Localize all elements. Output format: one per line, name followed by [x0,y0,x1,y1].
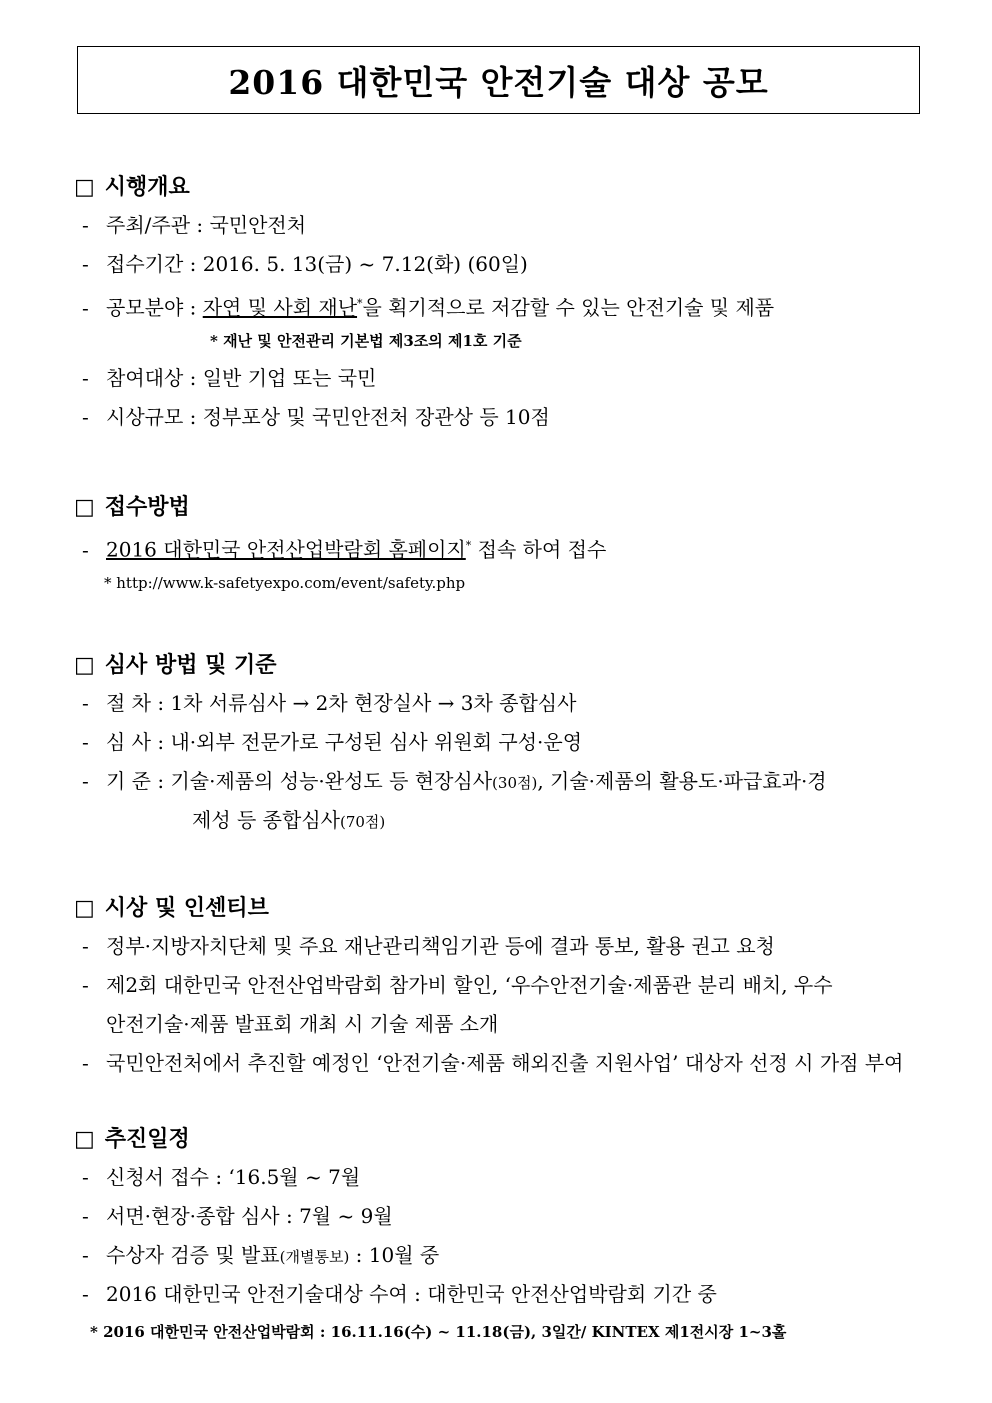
list-item: - 수상자 검증 및 발표(개별통보) : 10월 중 [82,1243,440,1267]
list-item: - 공모분야 : 자연 및 사회 재난*을 획기적으로 저감할 수 있는 안전기술 및 제품 [82,295,775,320]
list-item-continuation: 안전기술·제품 발표회 개최 시 기술 제품 소개 [106,1012,499,1036]
section-heading: □ 시행개요 [74,174,190,200]
list-item: - 시상규모 : 정부포상 및 국민안전처 장관상 등 10점 [82,405,550,429]
list-item: - 주최/주관 : 국민안전처 [82,213,307,237]
section-review [74,646,934,840]
section-incentives [74,889,934,1083]
footnote: * 재난 및 안전관리 기본법 제3조의 제1호 기준 [210,332,522,350]
footnote: * 2016 대한민국 안전산업박람회 : 16.11.16(수) ~ 11.18(금), 3일간/ KINTEX 제1전시장 1~3홀 [90,1323,787,1341]
list-item: - 2016 대한민국 안전기술대상 수여 : 대한민국 안전산업박람회 기간 중 [82,1282,717,1306]
checkbox-square-icon: □ [74,653,95,678]
title-box [77,46,920,114]
list-item: - 절 차 : 1차 서류심사 → 2차 현장실사 → 3차 종합심사 [82,691,577,715]
list-item: - 제2회 대한민국 안전산업박람회 참가비 할인, ‘우수안전기술·제품관 분리 배치, 우수 [82,973,833,997]
checkbox-square-icon: □ [74,1127,95,1152]
section-heading: □ 접수방법 [74,494,190,520]
list-item: - 국민안전처에서 추진할 예정인 ‘안전기술·제품 해외진출 지원사업’ 대상자 선정 시 가점 부여 [82,1051,904,1075]
section-heading: □ 추진일정 [74,1126,190,1152]
page-title: 2016 대한민국 안전기술 대상 공모 [228,62,769,102]
list-item: - 정부·지방자치단체 및 주요 재난관리책임기관 등에 결과 통보, 활용 권고 요청 [82,934,775,958]
checkbox-square-icon: □ [74,495,95,520]
section-overview [74,168,934,437]
list-item: - 기 준 : 기술·제품의 성능·완성도 등 현장심사(30점), 기술·제품의 활용도·파급효과·경 [82,769,827,793]
section-heading: □ 시상 및 인센티브 [74,895,269,921]
list-item-continuation: 제성 등 종합심사(70점) [192,808,386,832]
section-schedule [74,1120,934,1350]
list-item: - 신청서 접수 : ‘16.5월 ~ 7월 [82,1165,361,1189]
list-item: - 심 사 : 내·외부 전문가로 구성된 심사 위원회 구성·운영 [82,730,583,754]
section-heading: □ 심사 방법 및 기준 [74,652,277,678]
list-item: - 서면·현장·종합 심사 : 7월 ~ 9월 [82,1204,393,1228]
checkbox-square-icon: □ [74,175,95,200]
list-item: - 2016 대한민국 안전산업박람회 홈페이지* 접속 하여 접수 [82,537,607,562]
section-submission [74,488,934,601]
list-item: - 참여대상 : 일반 기업 또는 국민 [82,366,377,390]
checkbox-square-icon: □ [74,896,95,921]
list-item: - 접수기간 : 2016. 5. 13(금) ~ 7.12(화) (60일) [82,252,528,276]
footnote-url: * http://www.k-safetyexpo.com/event/safety.php [104,574,466,592]
